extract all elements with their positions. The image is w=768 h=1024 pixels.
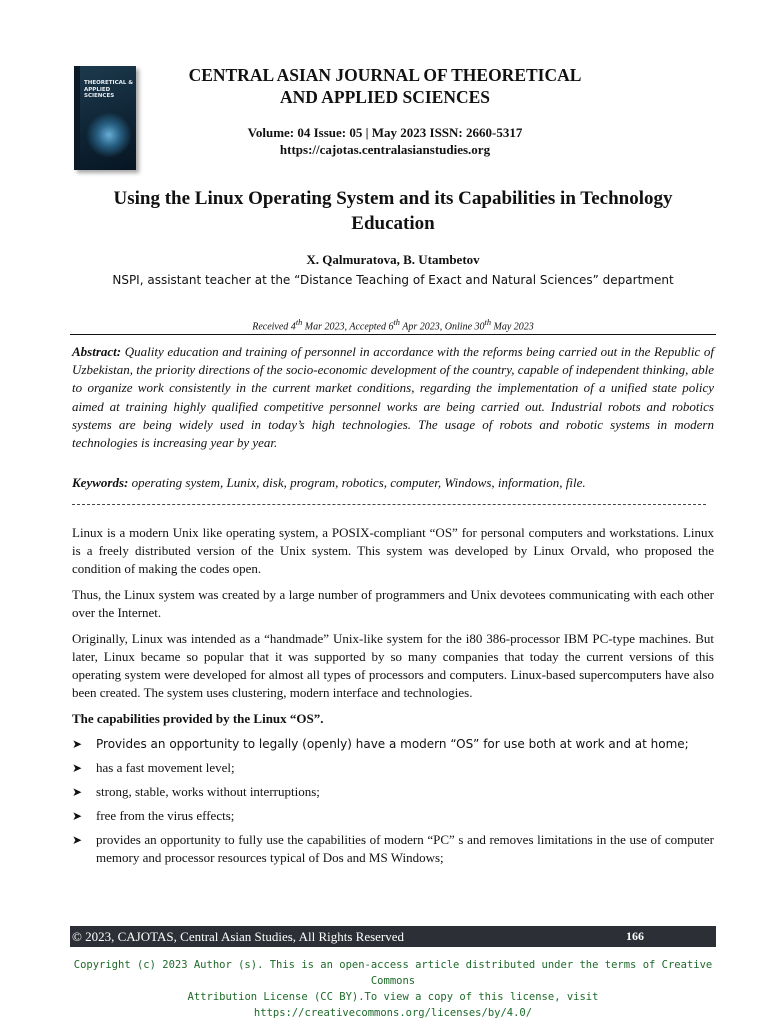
list-item: ➤ has a fast movement level;	[72, 760, 235, 775]
received-dates: Received 4th Mar 2023, Accepted 6th Apr 2023, Online 30th May 2023	[252, 318, 534, 333]
body-paragraph: Linux is a modern Unix like operating system, a POSIX-compliant “OS” for personal computers and workstations. Linux is a freely distributed version of the Unix system. This system was developed by Linux Orvald, who proposed the condition of making the codes open.	[72, 525, 714, 576]
body-paragraph: Originally, Linux was intended as a “handmade” Unix-like system for the i80 386-processor IBM PC-type machines. But later, Linux became so popular that it was supported by so many companies that today the current versions of this operating system were developed for almost all types of processors and computers. Linux-based supercomputers have also been created. The system uses clustering, modern interface and technologies.	[72, 631, 714, 700]
abstract	[72, 343, 714, 452]
footer-copyright: © 2023, CAJOTAS, Central Asian Studies, All Rights Reserved	[72, 929, 405, 944]
cover-title: THEORETICAL & APPLIED SCIENCES	[84, 80, 134, 99]
list-item: ➤ provides an opportunity to fully use the capabilities of modern “PC” s and removes limitations in the use of computer memory and processor resources typical of Dos and MS Windows;	[72, 832, 714, 865]
list-item: ➤ strong, stable, works without interruptions;	[72, 784, 320, 799]
author-affiliation: NSPI, assistant teacher at the “Distance Teaching of Exact and Natural Sciences” department	[112, 273, 674, 287]
journal-title	[170, 64, 600, 108]
volume-issue: Volume: 04 Issue: 05 | May 2023 ISSN: 2660-5317	[247, 125, 523, 140]
abstract-label: Abstract:	[72, 344, 122, 359]
arrow-bullet-icon: ➤	[72, 809, 83, 823]
arrow-bullet-icon: ➤	[72, 761, 83, 775]
arrow-bullet-icon: ➤	[72, 833, 83, 847]
article-title: Using the Linux Operating System and its Capabilities in Technology Education	[113, 188, 673, 234]
journal-url[interactable]: https://cajotas.centralasianstudies.org	[279, 142, 491, 157]
arrow-bullet-icon: ➤	[72, 785, 83, 799]
list-item: ➤ Provides an opportunity to legally (openly) have a modern “OS” for use both at work and at home;	[72, 737, 689, 751]
divider-line	[70, 334, 716, 335]
page-number: 166	[626, 929, 644, 943]
body-paragraph: Thus, the Linux system was created by a large number of programmers and Unix devotees communicating with each other over the Internet.	[72, 587, 714, 620]
journal-title-line2: AND APPLIED SCIENCES	[279, 87, 491, 107]
article-authors: X. Qalmuratova, B. Utambetov	[306, 252, 480, 267]
section-heading: The capabilities provided by the Linux “OS”.	[72, 711, 324, 726]
keywords	[72, 474, 714, 492]
capabilities-list	[72, 735, 714, 867]
abstract-text: Quality education and training of personnel in accordance with the reforms being carried out in the Republic of Uzbekistan, the priority directions of the socio-economic development of the country, capable of independent thinking, able to organize work consistently in the current market conditions, regarding the implementation of a unified state policy aimed at training highly qualified competitive personnel works are being carried out. Industrial robots and robotics systems are being widely used in today’s high technologies. The usage of robots and robotic systems in modern technologies is increasing year by year.	[72, 344, 714, 451]
cover-spine	[74, 66, 80, 170]
keywords-text: operating system, Lunix, disk, program, robotics, computer, Windows, information, file.	[131, 475, 586, 490]
dashed-divider	[72, 504, 706, 505]
footer-bar	[70, 926, 716, 947]
license-link[interactable]: Attribution License (CC BY).To view a copy of this license, visit https://creativecommons.org/licenses/by/4.0/	[187, 991, 599, 1019]
license-notice	[70, 957, 716, 1021]
cover-graphic	[86, 112, 132, 158]
journal-cover-image	[74, 66, 136, 170]
article-body	[72, 524, 714, 873]
list-item: ➤ free from the virus effects;	[72, 808, 235, 823]
arrow-bullet-icon: ➤	[72, 737, 83, 751]
journal-meta	[170, 124, 600, 158]
license-line1: Copyright (c) 2023 Author (s). This is an open-access article distributed under the terms of Creative Commons	[73, 959, 713, 987]
journal-title-line1: CENTRAL ASIAN JOURNAL OF THEORETICAL	[188, 65, 582, 85]
keywords-label: Keywords:	[72, 475, 129, 490]
